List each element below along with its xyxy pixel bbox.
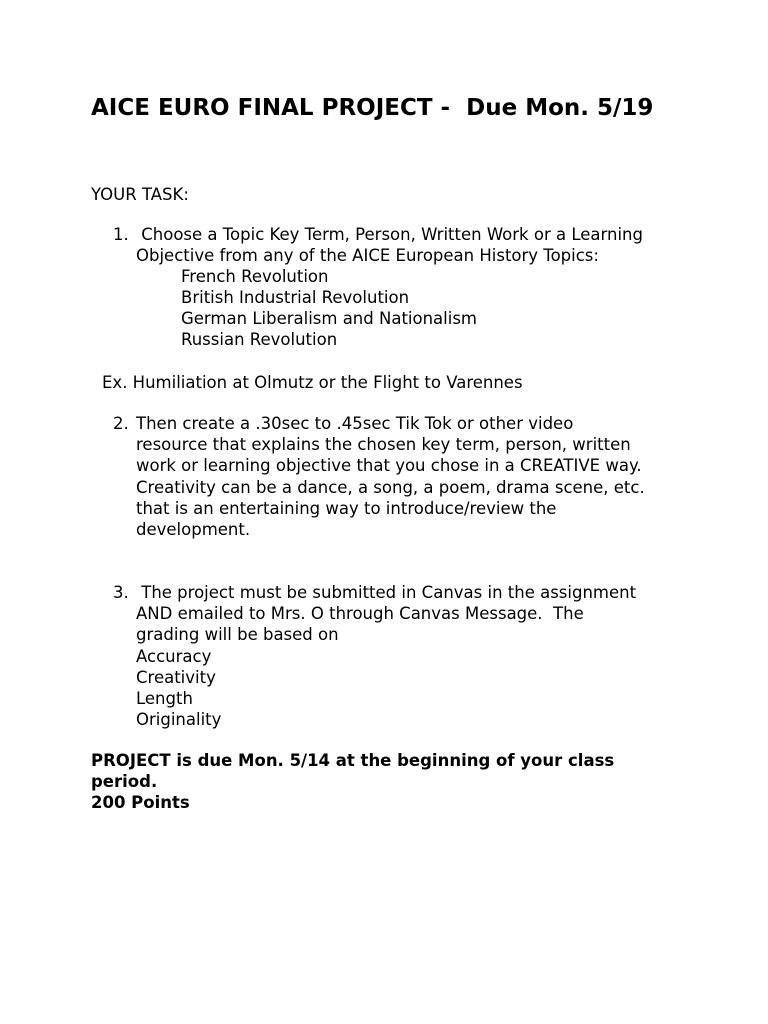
topic-item: French Revolution: [181, 267, 329, 286]
item2-line: that is an entertaining way to introduce/review the: [136, 499, 557, 518]
item2-line: development.: [136, 520, 251, 539]
item3-line: grading will be based on: [136, 625, 339, 644]
criteria-item: Accuracy: [136, 647, 212, 666]
due-statement: period.: [91, 772, 158, 791]
topic-item: Russian Revolution: [181, 330, 338, 349]
task-heading: YOUR TASK:: [91, 185, 189, 204]
example-text: Ex. Humiliation at Olmutz or the Flight to Varennes: [102, 373, 523, 392]
item3-line: The project must be submitted in Canvas in the assignment: [136, 583, 637, 602]
criteria-item: Length: [136, 689, 193, 708]
due-statement: PROJECT is due Mon. 5/14 at the beginning of your class: [91, 751, 615, 770]
item1-line: Objective from any of the AICE European History Topics:: [136, 246, 599, 265]
item2-line: resource that explains the chosen key term, person, written: [136, 435, 631, 454]
criteria-item: Creativity: [136, 668, 216, 687]
item2-number: 2.: [113, 414, 129, 433]
topic-item: German Liberalism and Nationalism: [181, 309, 477, 328]
item1-number: 1.: [113, 225, 129, 244]
points-value: 200 Points: [91, 793, 190, 812]
criteria-item: Originality: [136, 710, 222, 729]
item2-line: work or learning objective that you chose in a CREATIVE way.: [136, 456, 642, 475]
item3-number: 3.: [113, 583, 129, 602]
item1-line: Choose a Topic Key Term, Person, Written Work or a Learning: [136, 225, 643, 244]
item3-line: AND emailed to Mrs. O through Canvas Message. The: [136, 604, 584, 623]
item2-line: Then create a .30sec to .45sec Tik Tok or other video: [136, 414, 574, 433]
item2-line: Creativity can be a dance, a song, a poem, drama scene, etc.: [136, 478, 645, 497]
document-title: AICE EURO FINAL PROJECT - Due Mon. 5/19: [91, 95, 654, 121]
topic-item: British Industrial Revolution: [181, 288, 410, 307]
